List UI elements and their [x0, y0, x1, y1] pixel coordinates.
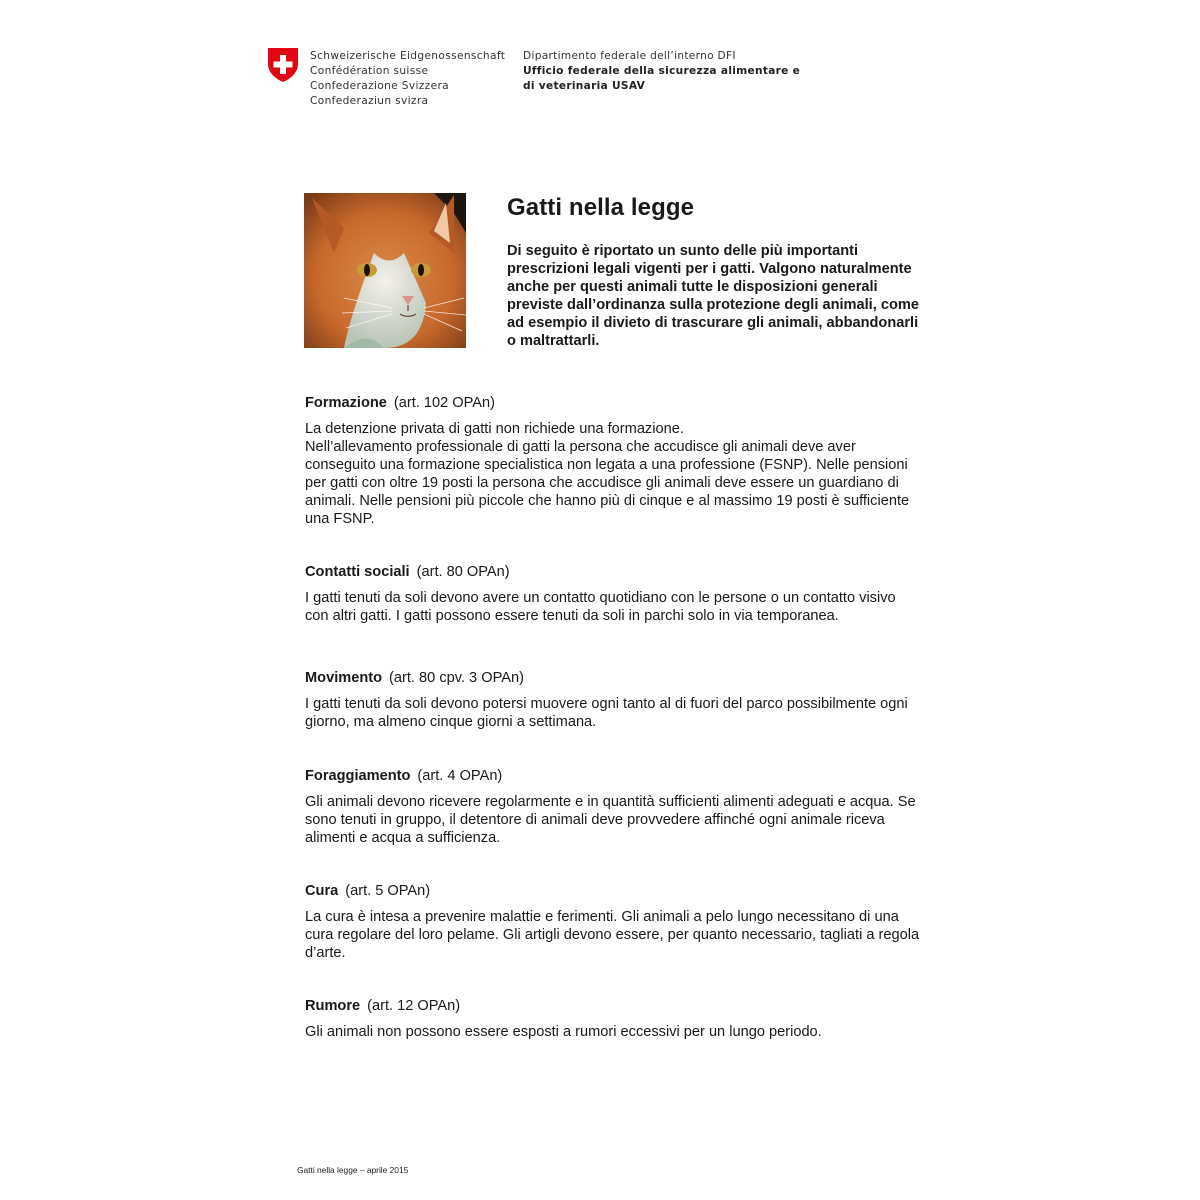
section-cura [305, 882, 945, 962]
section-contatti-sociali [305, 563, 945, 625]
section-article-ref: (art. 12 OPAn) [367, 998, 461, 1014]
section-heading [305, 563, 945, 581]
section-line: I gatti tenuti da soli devono potersi muovere ogni tanto al di fuori del parco possibilmente ogni [305, 696, 908, 712]
section-line: La detenzione privata di gatti non richiede una formazione. [305, 421, 684, 437]
section-line: animali. Nelle pensioni più piccole che hanno più di cinque e al massimo 19 posti è sufficiente [305, 493, 910, 509]
section-heading [305, 669, 945, 687]
section-line: conseguito una formazione specialistica non legata a una professione (FSNP). Nelle pensioni [305, 457, 908, 473]
cat-photo [304, 193, 466, 348]
section-line: alimenti e acqua a sufficienza. [305, 830, 501, 846]
section-body [305, 420, 945, 528]
intro-line: previste dall’ordinanza sulla protezione degli animali, come [507, 297, 919, 313]
section-name: Movimento [305, 670, 383, 686]
intro-line: o maltrattarli. [507, 333, 600, 349]
section-line: una FSNP. [305, 511, 375, 527]
section-line: con altri gatti. I gatti possono essere tenuti da soli in parchi solo in via temporanea. [305, 608, 839, 624]
section-foraggiamento [305, 767, 945, 847]
section-body [305, 793, 945, 847]
section-movimento [305, 669, 945, 731]
section-line: La cura è intesa a prevenire malattie e ferimenti. Gli animali a pelo lungo necessitano di una [305, 909, 899, 925]
confederation-line: Confederaziun svizra [310, 95, 429, 107]
section-name: Rumore [305, 998, 361, 1014]
department-name: Dipartimento federale dell’interno DFI [523, 50, 736, 62]
confederation-line: Confédération suisse [310, 65, 429, 77]
intro-line: prescrizioni legali vigenti per i gatti. Valgono naturalmente [507, 261, 912, 277]
section-article-ref: (art. 4 OPAn) [417, 768, 503, 784]
office-line: Ufficio federale della sicurezza alimentare e [523, 65, 801, 77]
intro-paragraph [507, 242, 947, 350]
office-line: di veterinaria USAV [523, 80, 646, 92]
section-article-ref: (art. 80 cpv. 3 OPAn) [389, 670, 524, 686]
section-article-ref: (art. 5 OPAn) [345, 883, 431, 899]
swiss-crest-logo [267, 47, 299, 83]
section-body [305, 908, 945, 962]
section-body [305, 589, 945, 625]
intro-line: ad esempio il divieto di trascurare gli animali, abbandonarli [507, 315, 919, 331]
section-line: cura regolare del loro pelame. Gli artigli devono essere, per quanto necessario, tagliati a regola [305, 927, 920, 943]
section-line: I gatti tenuti da soli devono avere un contatto quotidiano con le persone o un contatto visivo [305, 590, 896, 606]
section-line: Gli animali devono ricevere regolarmente e in quantità sufficienti alimenti adeguati e acqua. Se [305, 794, 916, 810]
section-formazione [305, 394, 945, 528]
section-article-ref: (art. 102 OPAn) [393, 395, 496, 411]
section-body [305, 1023, 945, 1041]
intro-line: anche per questi animali tutte le disposizioni generali [507, 279, 878, 295]
section-line: Gli animali non possono essere esposti a rumori eccessivi per un lungo periodo. [305, 1024, 822, 1040]
section-line: Nell’allevamento professionale di gatti la persona che accudisce gli animali deve aver [305, 439, 856, 455]
section-line: per gatti con oltre 19 posti la persona che accudisce gli animali deve essere un guardiano di [305, 475, 899, 491]
confederation-names [310, 49, 505, 109]
section-name: Formazione [305, 395, 387, 411]
page-title: Gatti nella legge [507, 194, 695, 221]
page-footer: Gatti nella legge – aprile 2015 [297, 1165, 409, 1175]
section-heading [305, 882, 945, 900]
section-heading [305, 394, 945, 412]
confederation-line: Schweizerische Eidgenossenschaft [310, 50, 506, 62]
section-heading [305, 767, 945, 785]
section-name: Cura [305, 883, 339, 899]
section-line: sono tenuti in gruppo, il detentore di animali deve provvedere affinché ogni animale riceva [305, 812, 885, 828]
section-name: Foraggiamento [305, 768, 411, 784]
section-body [305, 695, 945, 731]
section-name: Contatti sociali [305, 564, 410, 580]
section-heading [305, 997, 945, 1015]
section-line: d’arte. [305, 945, 346, 961]
confederation-line: Confederazione Svizzera [310, 80, 449, 92]
department-block [523, 49, 800, 94]
intro-line: Di seguito è riportato un sunto delle più importanti [507, 243, 859, 259]
section-line: giorno, ma almeno cinque giorni a settimana. [305, 714, 597, 730]
section-rumore [305, 997, 945, 1041]
section-article-ref: (art. 80 OPAn) [416, 564, 510, 580]
